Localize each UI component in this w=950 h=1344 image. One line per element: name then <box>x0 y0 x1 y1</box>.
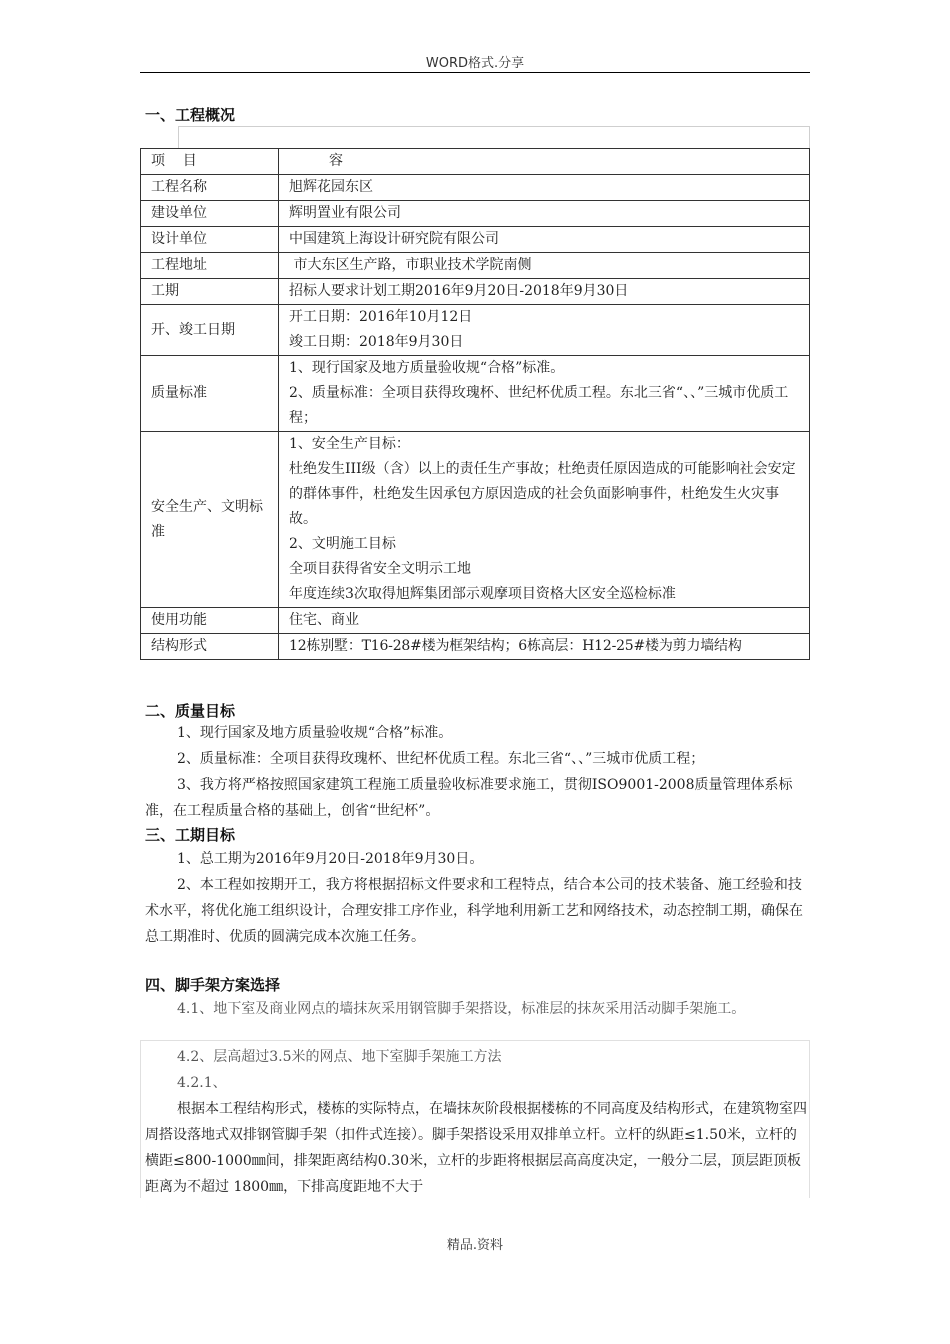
row-value <box>279 356 810 432</box>
scaffold-para-2: 4.2、层高超过3.5米的网点、地下室脚手架施工方法 <box>177 1049 502 1065</box>
scaffold-para-4: 根据本工程结构形式，楼栋的实际特点，在墙抹灰阶段根据楼栋的不同高度及结构形式，在建筑物室四周搭设落地式双排钢管脚手架（扣件式连接）。脚手架搭设采用双排单立杆。立杆的纵距≤1.50米，立杆的横距≤800-1000㎜间，排架距离结构0.30米，立杆的步距将根据层高高度决定，一般分二层，顶层距顶板距离为不超过 1800㎜，下排高度距地不大于 <box>145 1101 807 1195</box>
row-label: 工程名称 <box>141 175 279 201</box>
table-row <box>141 201 810 227</box>
table-row <box>141 149 810 175</box>
safety-line: 杜绝发生III级（含）以上的责任生产事故；杜绝责任原因造成的可能影响社会安定的群体事件，杜绝发生因承包方原因造成的社会负面影响事件，杜绝发生火灾事故。 <box>289 461 796 527</box>
table-row <box>141 356 810 432</box>
scaffold-para-3: 4.2.1、 <box>177 1075 227 1091</box>
quality-goal-2: 2、质量标准：全项目获得玫瑰杯、世纪杯优质工程。东北三省“、、”三城市优质工程； <box>177 751 705 767</box>
table-row <box>141 279 810 305</box>
row-value: 辉明置业有限公司 <box>279 201 810 227</box>
safety-line: 1、安全生产目标： <box>289 436 410 452</box>
table-row <box>141 634 810 660</box>
row-value: 招标人要求计划工期2016年9月20日-2018年9月30日 <box>279 279 810 305</box>
row-value: 12栋别墅：T16-28#楼为框架结构；6栋高层：H12-25#楼为剪力墙结构 <box>279 634 810 660</box>
row-label: 工期 <box>141 279 279 305</box>
safety-line: 2、文明施工目标 <box>289 536 396 552</box>
page-header: WORD格式.分享 <box>425 56 525 71</box>
table-row <box>141 253 810 279</box>
table-row <box>141 432 810 608</box>
table-row <box>141 175 810 201</box>
row-value: 市大东区生产路，市职业技术学院南侧 <box>279 253 810 279</box>
table-row <box>141 305 810 356</box>
quality-line: 1、现行国家及地方质量验收规“合格”标准。 <box>289 360 565 376</box>
schedule-goal-1: 1、总工期为2016年9月20日-2018年9月30日。 <box>177 851 484 867</box>
row-label: 安全生产、文明标准 <box>141 432 279 608</box>
row-label: 使用功能 <box>141 608 279 634</box>
header-rule <box>140 72 810 73</box>
section-title-quality: 二、质量目标 <box>145 702 236 720</box>
table-caption-box <box>178 126 810 148</box>
safety-line: 全项目获得省安全文明示工地 <box>289 561 471 577</box>
end-date: 竣工日期：2018年9月30日 <box>289 334 464 350</box>
row-label: 设计单位 <box>141 227 279 253</box>
row-label: 质量标准 <box>141 356 279 432</box>
section-title-scaffold: 四、脚手架方案选择 <box>145 976 281 994</box>
quality-line: 2、质量标准：全项目获得玫瑰杯、世纪杯优质工程。东北三省“、、”三城市优质工程； <box>289 385 789 426</box>
row-value <box>279 432 810 608</box>
safety-line: 年度连续3次取得旭辉集团部示观摩项目资格大区安全巡检标准 <box>289 586 676 602</box>
page-footer: 精品.资料 <box>446 1238 504 1253</box>
row-label: 工程地址 <box>141 253 279 279</box>
row-value <box>279 305 810 356</box>
row-label: 结构形式 <box>141 634 279 660</box>
overview-table <box>140 148 810 660</box>
row-value: 旭辉花园东区 <box>279 175 810 201</box>
schedule-goal-2: 2、本工程如按期开工，我方将根据招标文件要求和工程特点，结合本公司的技术装备、施工经验和技术水平，将优化施工组织设计，合理安排工序作业，科学地利用新工艺和网络技术，动态控制工期，确保在总工期准时、优质的圆满完成本次施工任务。 <box>145 877 803 945</box>
section-title-overview: 一、工程概况 <box>145 106 236 124</box>
col-header-item: 项 目 <box>141 149 279 175</box>
table-row <box>141 608 810 634</box>
scaffold-para-1: 4.1、地下室及商业网点的墙抹灰采用钢管脚手架搭设，标准层的抹灰采用活动脚手架施工。 <box>177 1001 746 1017</box>
row-label: 建设单位 <box>141 201 279 227</box>
row-label: 开、竣工日期 <box>141 305 279 356</box>
row-value: 中国建筑上海设计研究院有限公司 <box>279 227 810 253</box>
quality-goal-1: 1、现行国家及地方质量验收规“合格”标准。 <box>177 725 453 741</box>
row-value: 住宅、商业 <box>279 608 810 634</box>
start-date: 开工日期：2016年10月12日 <box>289 309 473 325</box>
quality-goal-3: 3、我方将严格按照国家建筑工程施工质量验收标准要求施工，贯彻ISO9001-2008质量管理体系标准，在工程质量合格的基础上，创省“世纪杯”。 <box>145 777 793 819</box>
col-header-content: 容 <box>279 149 810 175</box>
section-title-schedule: 三、工期目标 <box>145 826 236 844</box>
table-row <box>141 227 810 253</box>
